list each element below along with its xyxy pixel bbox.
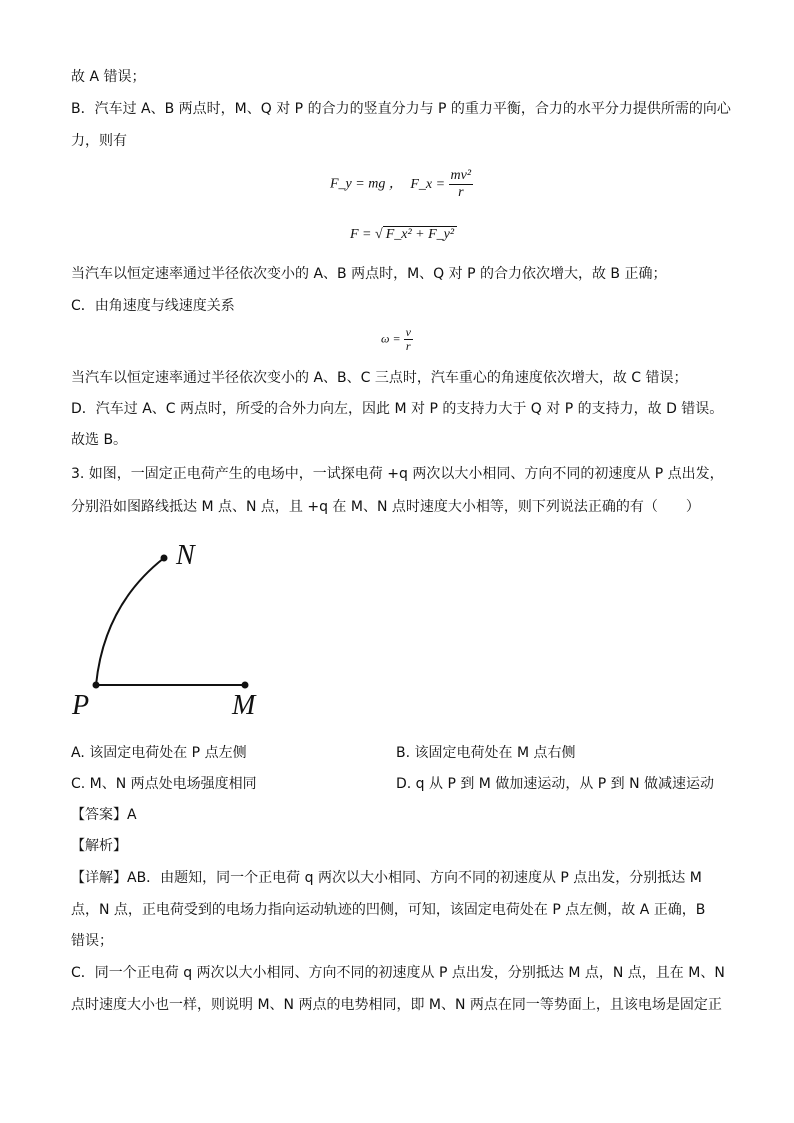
choice-a: A. 该固定电荷处在 P 点左侧 [71,745,247,761]
detail-line: 错误； [71,933,113,949]
fraction-denominator: r [458,185,464,200]
detail-line: 点时速度大小也一样，则说明 M、N 两点的电势相同，即 M、N 两点在同一等势面上，且该电场是固定正 [71,997,722,1013]
text-line: D．汽车过 A、C 两点时，所受的合外力向左，因此 M 对 P 的支持力大于 Q 对 P 的支持力，故 D 错误。 [71,401,724,417]
detail-line: 【详解】AB．由题知，同一个正电荷 q 两次以大小相同、方向不同的初速度从 P 点出发，分别抵达 M [71,870,702,886]
equation-f: F = √ F_x² + F_y² [350,226,457,243]
choice-c: C. M、N 两点处电场强度相同 [71,776,257,792]
sqrt-radicand: F_x² + F_y² [383,226,457,243]
equation-fy: F_y = mg ， [330,176,403,192]
text-line: 力，则有 [71,133,127,149]
text-line: C．由角速度与线速度关系 [71,298,235,314]
fraction-v-r [404,326,413,353]
equation-omega [381,326,413,353]
text-line: 故选 B。 [71,432,128,448]
label-m: M [232,690,256,721]
choice-d: D. q 从 P 到 M 做加速运动，从 P 到 N 做减速运动 [396,776,715,792]
equation-fx-lhs: F_x = [410,176,446,192]
fraction-numerator: v [405,325,411,339]
fraction-denominator: r [405,339,411,353]
detail-line: 点，N 点，正电荷受到的电场力指向运动轨迹的凹侧，可知，该固定电荷处在 P 点左侧，故 A 正确，B [71,902,706,918]
point-m [242,682,249,689]
fraction-numerator: mv² [450,168,472,183]
fraction-mv2-r [449,168,474,201]
detail-line: C．同一个正电荷 q 两次以大小相同、方向不同的初速度从 P 点出发，分别抵达 M 点，N 点，且在 M、N [71,965,725,981]
label-p: P [72,690,90,721]
equation-f-lhs: F = [350,227,372,242]
answer-line: 【答案】A [71,807,137,823]
choice-b: B. 该固定电荷处在 M 点右侧 [396,745,576,761]
text-line: B．汽车过 A、B 两点时，M、Q 对 P 的合力的竖直分力与 P 的重力平衡，合力的水平分力提供所需的向心 [71,101,731,117]
equation-omega-lhs: ω = [381,331,401,346]
field-path-figure [60,530,280,725]
text-line: 故 A 错误； [71,69,146,85]
text-line: 当汽车以恒定速率通过半径依次变小的 A、B、C 三点时，汽车重心的角速度依次增大，故 C 错误； [71,370,688,386]
point-p [93,682,100,689]
path-p-to-n [96,558,164,685]
analysis-heading: 【解析】 [71,838,127,854]
point-n [161,555,168,562]
label-n: N [176,540,195,571]
equation-fy-fx [330,168,473,201]
question-3-stem: 分别沿如图路线抵达 M 点、N 点，且 +q 在 M、N 点时速度大小相等，则下列说法正确的有（ ） [71,499,700,515]
question-3-stem: 3. 如图，一固定正电荷产生的电场中，一试探电荷 +q 两次以大小相同、方向不同的初速度从 P 点出发， [71,466,724,482]
text-line: 当汽车以恒定速率通过半径依次变小的 A、B 两点时，M、Q 对 P 的合力依次增大，故 B 正确； [71,266,667,282]
